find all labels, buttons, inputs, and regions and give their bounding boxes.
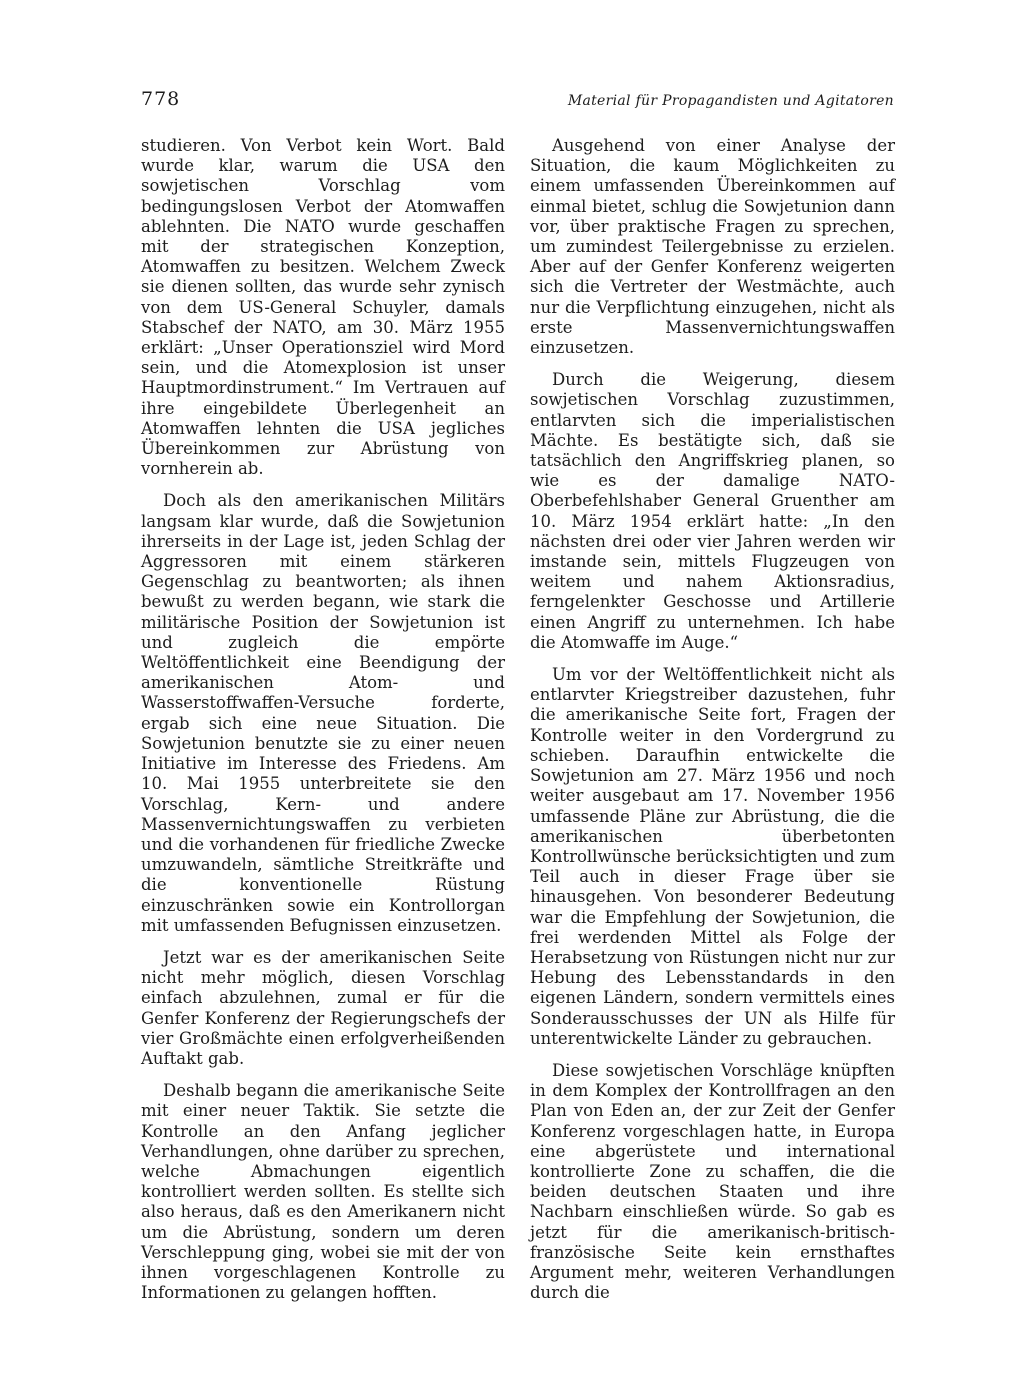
page-header — [141, 88, 894, 110]
paragraph: Ausgehend von einer Analyse der Situation, die kaum Möglichkeiten zu einem umfassenden Übereinkommen auf einmal bietet, schlug die Sowjetunion dann vor, über praktische Fragen zu sprechen, um zumindest Teilergebnisse zu erzielen. Aber auf der Genfer Konferenz weigerten sich die Vertreter der Westmächte, auch nur die Verpflichtung einzugehen, nicht als erste Massenvernichtungswaffen einzusetzen. — [530, 136, 895, 358]
running-head: Material für Propagandisten und Agitatoren — [567, 93, 894, 109]
paragraph: Doch als den amerikanischen Militärs langsam klar wurde, daß die Sowjetunion ihrerseits in der Lage ist, jeden Schlag der Aggressoren mit einem stärkeren Gegenschlag zu beantworten; als ihnen bewußt zu werden begann, wie stark die militärische Position der Sowjetunion ist und zugleich die empörte Weltöffentlichkeit eine Beendigung der amerikanischen Atom- und Wasserstoffwaffen-Versuche forderte, ergab sich eine neue Situation. Die Sowjetunion benutzte sie zu einer neuen Initiative im Interesse des Friedens. Am 10. Mai 1955 unterbreitete sie den Vorschlag, Kern- und andere Massenvernichtungswaffen zu verbieten und die vorhandenen für friedliche Zwecke umzuwandeln, sämtliche Streitkräfte und die konventionelle Rüstung einzuschränken sowie ein Kontrollorgan mit umfassenden Befugnissen einzusetzen. — [141, 491, 505, 935]
paragraph: Diese sowjetischen Vorschläge knüpften in dem Komplex der Kontrollfragen an den Plan von Eden an, der zur Zeit der Genfer Konferenz vorgeschlagen hatte, in Europa eine abgerüstete und international kontrollierte Zone zu schaffen, die die beiden deutschen Staaten und ihre Nachbarn einschließen würde. So gab es jetzt für die amerikanisch-britisch-französische Seite kein ernsthaftes Argument mehr, weiteren Verhandlungen durch die — [530, 1060, 895, 1303]
paragraph: Durch die Weigerung, diesem sowjetischen Vorschlag zuzustimmen, entlarvten sich die imperialistischen Mächte. Es bestätigte sich, daß sie tatsächlich den Angriffskrieg planen, so wie es der damalige NATO-Oberbefehlshaber General Gruenther am 10. März 1954 erklärt hatte: „In den nächsten drei oder vier Jahren werden wir imstande sein, mittels Flugzeugen von weitem und nahem Aktionsradius, ferngelenkter Geschosse und Artillerie einen Angriff zu unternehmen. Ich habe die Atomwaffe im Auge.“ — [530, 370, 895, 652]
paragraph: Um vor der Weltöffentlichkeit nicht als entlarvter Kriegstreiber dazustehen, fuhr die amerikanische Seite fort, Fragen der Kontrolle weiter in den Vordergrund zu schieben. Daraufhin entwickelte die Sowjetunion am 27. März 1956 und noch weiter ausgebaut am 17. November 1956 umfassende Pläne zur Abrüstung, die die amerikanischen überbetonten Kontrollwünsche berücksichtigten und zum Teil auch in dieser Frage über sie hinausgehen. Von besonderer Bedeutung war die Empfehlung der Sowjetunion, die frei werdenden Mittel als Folge der Herabsetzung von Rüstungen nicht nur zur Hebung des Lebensstandards in den eigenen Ländern, sondern vermittels eines Sonderausschusses der UN als Hilfe für unterentwickelte Länder zu gebrauchen. — [530, 665, 895, 1048]
paragraph: studieren. Von Verbot kein Wort. Bald wurde klar, warum die USA den sowjetischen Vorschlag vom bedingungslosen Verbot der Atomwaffen ablehnten. Die NATO wurde geschaffen mit der strategischen Konzeption, Atomwaffen zu besitzen. Welchem Zweck sie dienen sollten, das wurde sehr zynisch von dem US-General Schuyler, damals Stabschef der NATO, am 30. März 1955 erklärt: „Unser Operationsziel wird Mord sein, und die Atomexplosion ist unser Hauptmordinstrument.“ Im Vertrauen auf ihre eingebildete Überlegenheit an Atomwaffen lehnten die USA jegliches Übereinkommen zur Abrüstung von vornherein ab. — [141, 136, 505, 479]
paragraph: Deshalb begann die amerikanische Seite mit einer neuer Taktik. Sie setzte die Kontrolle an den Anfang jeglicher Verhandlungen, ohne darüber zu sprechen, welche Abmachungen eigentlich kontrolliert werden sollten. Es stellte sich also heraus, daß es den Amerikanern nicht um die Abrüstung, sondern um deren Verschleppung ging, wobei sie mit der von ihnen vorgeschlagenen Kontrolle zu Informationen zu gelangen hofften. — [141, 1081, 505, 1303]
page-number: 778 — [141, 88, 181, 110]
paragraph: Jetzt war es der amerikanischen Seite nicht mehr möglich, diesen Vorschlag einfach abzulehnen, zumal er für die Genfer Konferenz der Regierungschefs der vier Großmächte einen erfolgverheißenden Auftakt gab. — [141, 947, 505, 1068]
right-column — [530, 136, 895, 1315]
left-column — [141, 136, 505, 1315]
